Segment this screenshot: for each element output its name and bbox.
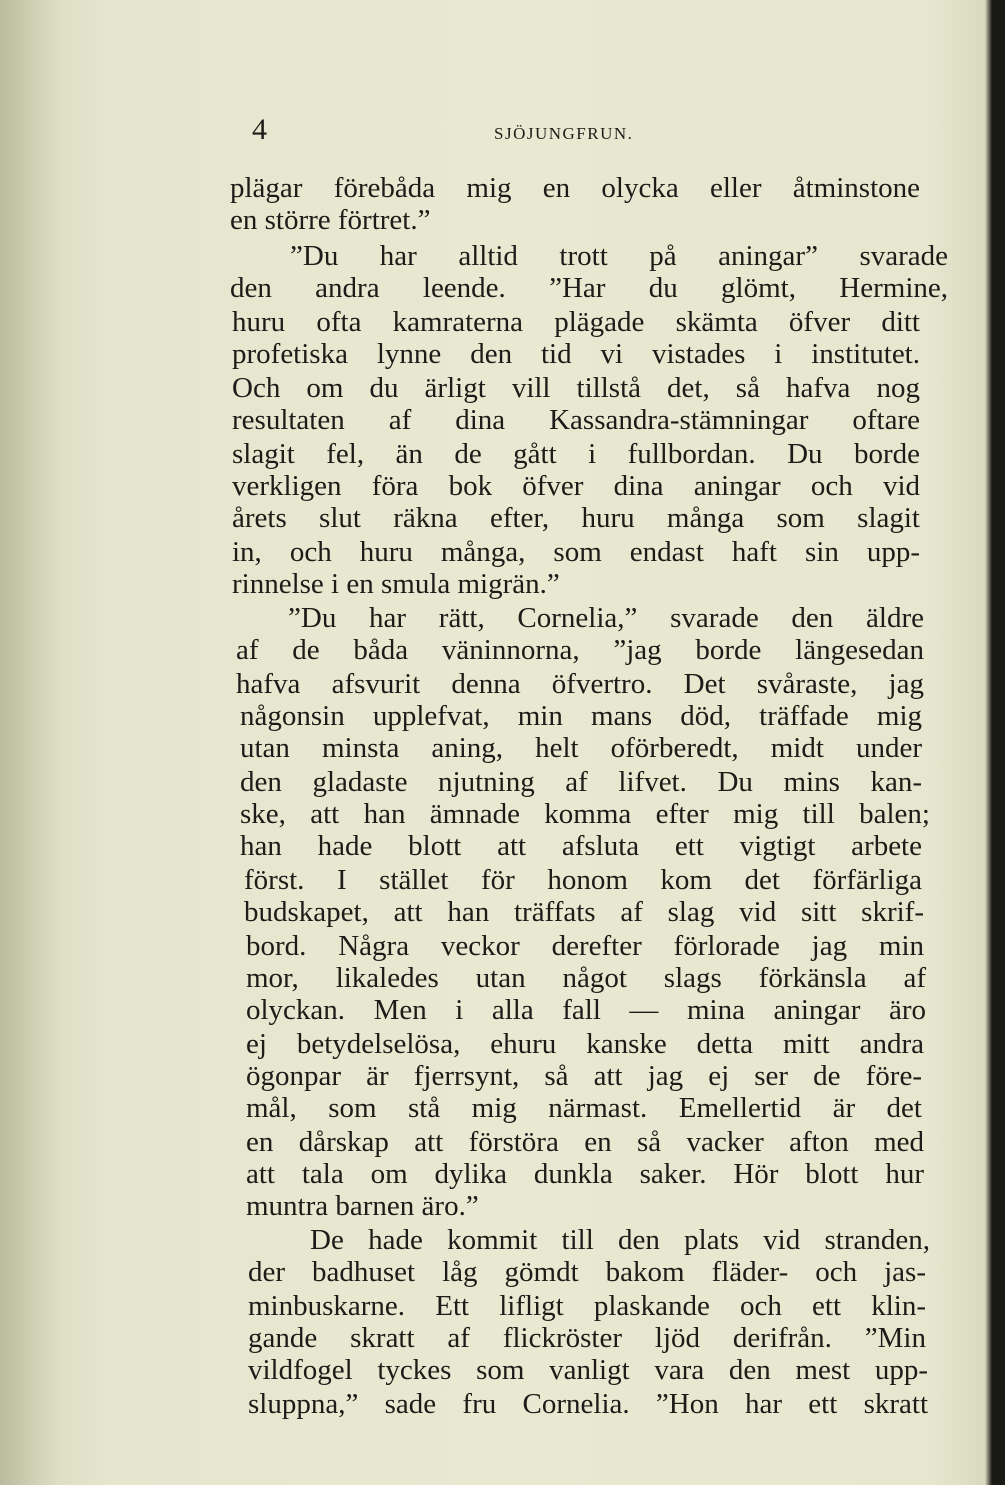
text-line: gande skratt af flickröster ljöd derifrån. ”Min xyxy=(248,1322,926,1354)
text-line: budskapet, att han träffats af slag vid sitt skrif- xyxy=(244,896,924,928)
running-head xyxy=(252,112,932,152)
text-line: af de båda väninnorna, ”jag borde längesedan xyxy=(236,634,924,666)
text-line: den gladaste njutning af lifvet. Du mins kan- xyxy=(240,766,922,798)
text-line: att tala om dylika dunkla saker. Hör blott hur xyxy=(246,1158,924,1190)
text-line: ske, att han ämnade komma efter mig till balen; xyxy=(240,798,930,830)
text-line: utan minsta aning, helt oförberedt, midt under xyxy=(240,732,922,764)
text-line: han hade blott att afsluta ett vigtigt arbete xyxy=(240,830,922,862)
page-number: 4 xyxy=(252,113,267,146)
text-line: minbuskarne. Ett lifligt plaskande och ett klin- xyxy=(248,1290,926,1322)
text-line: huru ofta kamraterna plägade skämta öfver ditt xyxy=(232,306,920,338)
text-line: sluppna,” sade fru Cornelia. ”Hon har ett skratt xyxy=(248,1388,928,1420)
text-line: De hade kommit till den plats vid stranden, xyxy=(310,1224,930,1256)
text-line: ögonpar är fjerrsynt, så att jag ej ser de före- xyxy=(246,1060,922,1092)
text-line: verkligen föra bok öfver dina aningar och vid xyxy=(232,470,920,502)
text-line: mor, likaledes utan något slags förkänsla af xyxy=(246,962,926,994)
text-line: årets slut räkna efter, huru många som slagit xyxy=(232,502,920,534)
text-line: bord. Några veckor derefter förlorade jag min xyxy=(246,930,924,962)
text-line: slagit fel, än de gått i fullbordan. Du borde xyxy=(232,438,920,470)
text-line: den andra leende. ”Har du glömt, Hermine, xyxy=(230,272,948,304)
text-line: olyckan. Men i alla fall — mina aningar äro xyxy=(246,994,926,1026)
text-line: vildfogel tyckes som vanligt vara den mest upp- xyxy=(248,1354,928,1386)
text-line: någonsin upplefvat, min mans död, träffade mig xyxy=(240,700,922,732)
text-line: in, och huru många, som endast haft sin upp- xyxy=(232,536,920,568)
text-line: der badhuset låg gömdt bakom fläder- och jas- xyxy=(248,1256,926,1288)
text-line: resultaten af dina Kassandra-stämningar oftare xyxy=(232,404,920,436)
text-line: muntra barnen äro.” xyxy=(246,1190,479,1222)
text-line: mål, som stå mig närmast. Emellertid är det xyxy=(246,1092,922,1124)
text-line: ”Du har rätt, Cornelia,” svarade den äldre xyxy=(288,602,924,634)
running-title: SJÖJUNGFRUN. xyxy=(494,124,634,143)
text-line: en större förtret.” xyxy=(230,204,431,236)
text-line: Och om du ärligt vill tillstå det, så hafva nog xyxy=(232,372,920,404)
page-binding-shadow xyxy=(0,0,60,1485)
text-line: rinnelse i en smula migrän.” xyxy=(232,568,560,600)
text-line: en dårskap att förstöra en så vacker afton med xyxy=(246,1126,924,1158)
text-line: profetiska lynne den tid vi vistades i institutet. xyxy=(232,338,920,370)
text-line: ej betydelselösa, ehuru kanske detta mitt andra xyxy=(246,1028,924,1060)
text-line: plägar förebåda mig en olycka eller åtminstone xyxy=(230,172,920,204)
text-line: först. I stället för honom kom det förfärliga xyxy=(244,864,922,896)
text-line: ”Du har alltid trott på aningar” svarade xyxy=(290,240,948,272)
text-line: hafva afsvurit denna öfvertro. Det svåraste, jag xyxy=(236,668,924,700)
